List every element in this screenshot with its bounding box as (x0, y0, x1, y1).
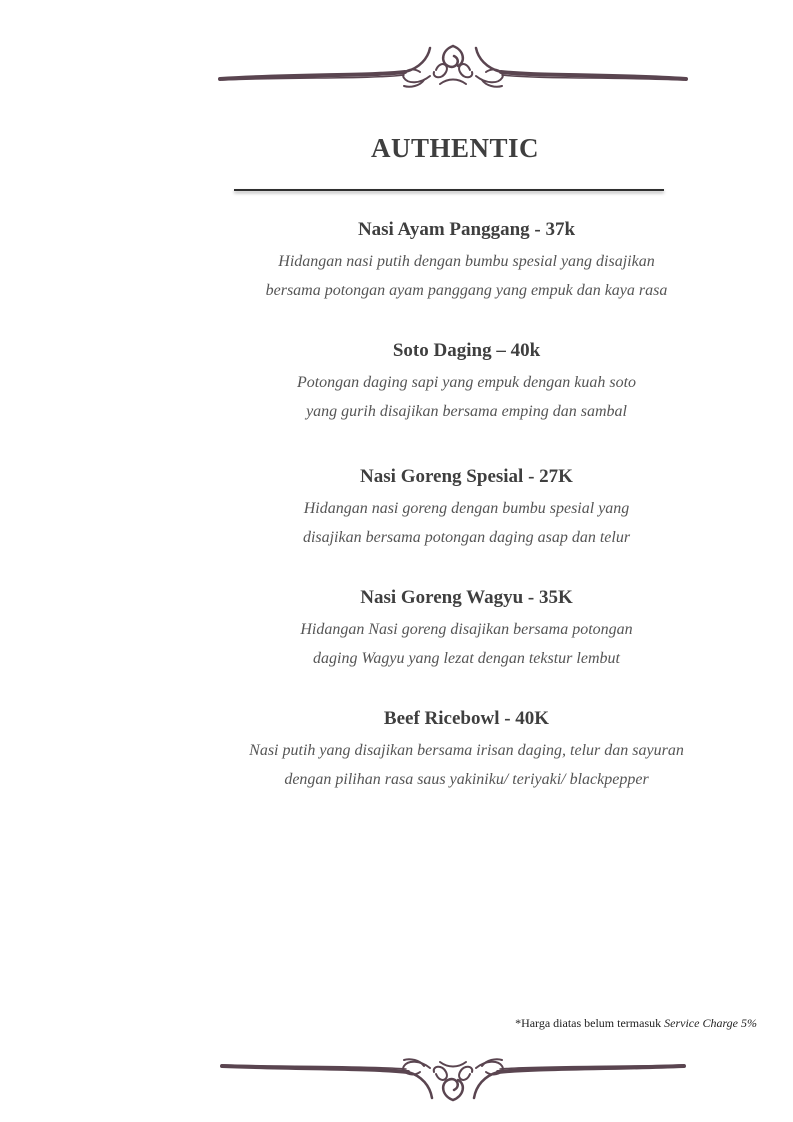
menu-item-description (0, 736, 793, 794)
menu-item-description-line: bersama potongan ayam panggang yang empuk dan kaya rasa (265, 282, 668, 299)
bottom-flourish-ornament (0, 1046, 793, 1106)
menu-item-description-line: Hidangan nasi putih dengan bumbu spesial yang disajikan (278, 253, 655, 270)
menu-item-description-line: yang gurih disajikan bersama emping dan sambal (306, 403, 627, 420)
menu-item (0, 704, 793, 794)
menu-item-name: Nasi Goreng Wagyu - 35K (360, 587, 573, 608)
menu-item-description (0, 247, 793, 305)
menu-item-description-line: daging Wagyu yang lezat dengan tekstur lembut (313, 650, 620, 667)
menu-item (0, 583, 793, 673)
menu-item-description-line: dengan pilihan rasa saus yakiniku/ teriyaki/ blackpepper (284, 771, 649, 788)
footnote-service-charge: Service Charge 5% (664, 1016, 757, 1030)
footnote-text: *Harga diatas belum termasuk (515, 1016, 665, 1030)
menu-item-description-line: Hidangan nasi goreng dengan bumbu spesial yang (303, 500, 630, 517)
menu-item-description-line: disajikan bersama potongan daging asap dan telur (302, 529, 631, 546)
title-divider (234, 189, 664, 191)
menu-item-description-line: Hidangan Nasi goreng disajikan bersama potongan (300, 621, 633, 638)
menu-item-description-line: Nasi putih yang disajikan bersama irisan daging, telur dan sayuran (249, 742, 684, 759)
menu-item-description (0, 615, 793, 673)
menu-item-name: Soto Daging – 40k (392, 340, 541, 361)
price-footnote (515, 1016, 757, 1031)
menu-item (0, 462, 793, 552)
menu-item-description (0, 494, 793, 552)
menu-item (0, 336, 793, 426)
menu-item-description-line: Potongan daging sapi yang empuk dengan kuah soto (296, 374, 637, 391)
top-flourish-ornament (0, 40, 793, 100)
menu-item-name: Beef Ricebowl - 40K (383, 708, 550, 729)
menu-item-description (0, 368, 793, 426)
menu-category-title: AUTHENTIC (370, 133, 540, 163)
menu-item-name: Nasi Goreng Spesial - 27K (360, 466, 573, 487)
menu-item-name: Nasi Ayam Panggang - 37k (357, 219, 576, 240)
menu-item (0, 215, 793, 305)
